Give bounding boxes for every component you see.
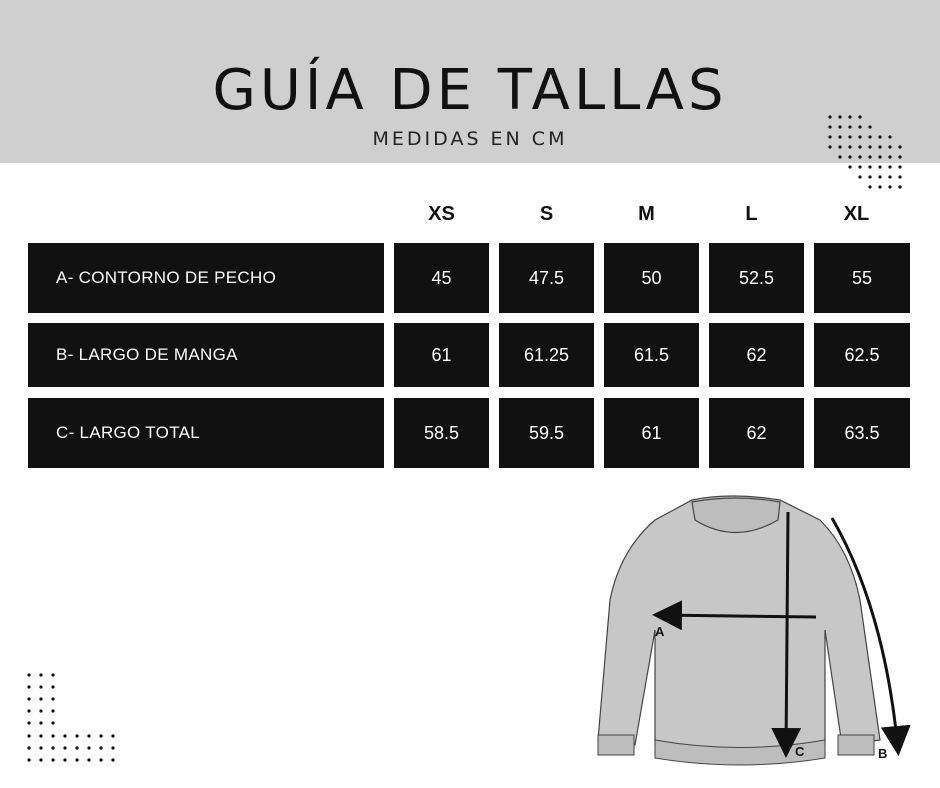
header-band — [0, 0, 940, 163]
cell-length-m: 61 — [604, 398, 699, 468]
cell-chest-xs: 45 — [394, 243, 489, 313]
cell-sleeve-l: 62 — [709, 323, 804, 387]
left-cuff — [598, 735, 634, 755]
sweater-body — [598, 496, 880, 753]
size-header-m: M — [638, 203, 655, 225]
dot-pattern-top-right — [825, 112, 910, 194]
cell-sleeve-xl: 62.5 — [814, 323, 910, 387]
cell-chest-s: 47.5 — [499, 243, 594, 313]
cell-chest-l: 52.5 — [709, 243, 804, 313]
size-header-xl: XL — [843, 203, 870, 225]
row-label-chest: A- CONTORNO DE PECHO — [28, 243, 384, 313]
label-b: B — [878, 746, 888, 761]
cell-sleeve-xs: 61 — [394, 323, 489, 387]
page-title: GUÍA DE TALLAS — [212, 58, 728, 123]
arrow-a — [658, 615, 816, 617]
arrow-c — [786, 512, 788, 752]
right-cuff — [838, 735, 874, 755]
cell-sleeve-m: 61.5 — [604, 323, 699, 387]
cell-length-xl: 63.5 — [814, 398, 910, 468]
page-subtitle: MEDIDAS EN CM — [372, 128, 568, 150]
label-c: C — [795, 744, 805, 759]
cell-sleeve-s: 61.25 — [499, 323, 594, 387]
cell-chest-xl: 55 — [814, 243, 910, 313]
row-label-length: C- LARGO TOTAL — [28, 398, 384, 468]
size-header-xs: XS — [428, 203, 455, 225]
cell-chest-m: 50 — [604, 243, 699, 313]
cell-length-xs: 58.5 — [394, 398, 489, 468]
cell-length-l: 62 — [709, 398, 804, 468]
dot-pattern-bottom-left — [24, 670, 124, 770]
row-label-sleeve: B- LARGO DE MANGA — [28, 323, 384, 387]
label-a: A — [655, 624, 665, 639]
sweater-diagram — [580, 490, 920, 780]
cell-length-s: 59.5 — [499, 398, 594, 468]
size-header-l: L — [745, 203, 758, 225]
size-header-s: S — [539, 203, 554, 225]
